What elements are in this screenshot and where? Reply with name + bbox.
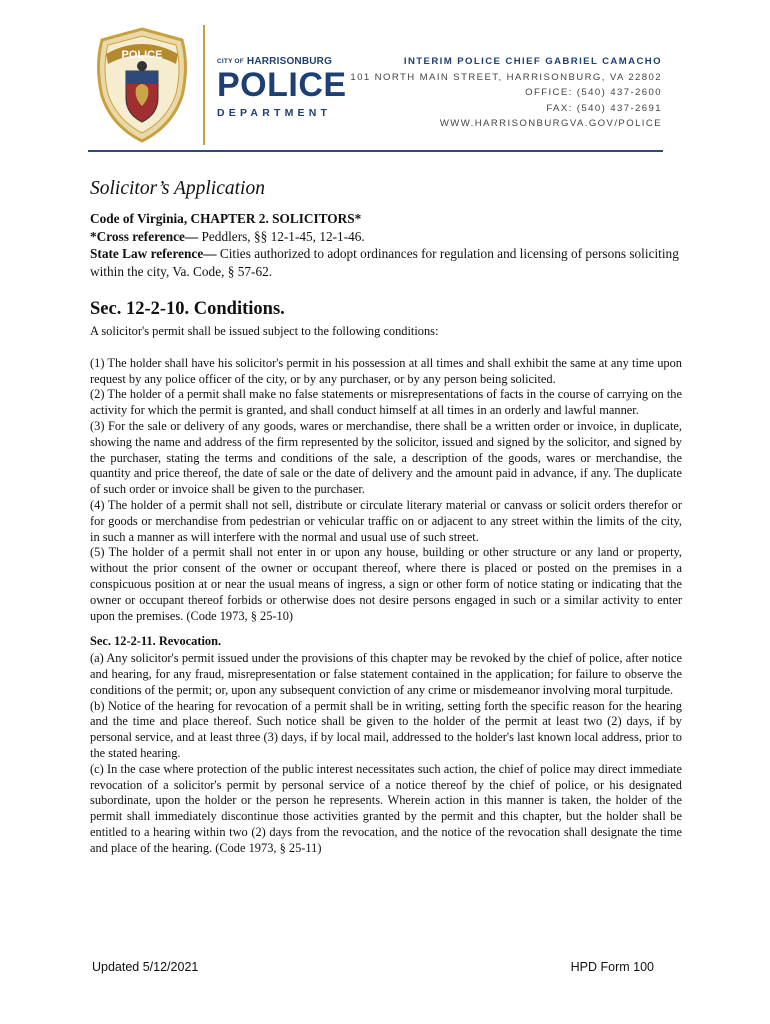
header-divider-vertical [203,25,205,145]
revocation-item: (a) Any solicitor's permit issued under the provisions of this chapter may be revoked by the chief of police, after notice and hearing, for any fraud, misrepresentation or false statement contained in the application; for failure to observe the conditions of the permit; or, upon any subsequent conviction of any crime or misdemeanor involving moral turpitude. [90,651,682,697]
document-body [90,178,682,857]
department-label: DEPARTMENT [217,107,332,119]
section-heading-conditions: Sec. 12-2-10. Conditions. [90,299,285,319]
city-name: CITY OF HARRISONBURG [217,56,333,67]
header-rule [88,150,663,152]
condition-item: (2) The holder of a permit shall make no false statements or misrepresentations of facts in the course of carrying on the activity for which the permit is granted, and shall conduct himself at all times in an orderly and lawful manner. [90,387,682,418]
address: 101 NORTH MAIN STREET, HARRISONBURG, VA 22802 [350,71,662,83]
conditions-lead: A solicitor's permit shall be issued subject to the following conditions: [90,324,439,338]
footer-updated-date: Updated 5/12/2021 [92,960,199,974]
footer-form-number: HPD Form 100 [570,960,654,974]
condition-item: (4) The holder of a permit shall not sell, distribute or circulate literary material or canvass or solicit orders therefor or for goods or merchandise from pedestrian or vehicular traffic on or adjacent to any street within the limits of the city, in such a manner as will interfere with the normal and usual use of such street. [90,497,682,544]
revocation-item: (c) In the case where protection of the public interest necessitates such action, the chief of police may direct immediate revocation of a solicitor's permit by personal service of a notice thereof by the chief of police, or his designated subordinate, upon the holder or the person he represents. Wherein action in this manner is taken, the holder of the permit shall immediately discontinue those activities granted by the permit and this chapter, but the holder shall be entitled to a hearing within two (2) days from the revocation, and the notice of the revocation shall designate the time and place of the hearing. (Code 1973, § 25-11) [90,761,682,855]
condition-item: (5) The holder of a permit shall not enter in or upon any house, building or other structure or any land or property, without the prior consent of the owner or occupant thereof, where there is placed or posted on the premises in a conspicuous position at or near the usual means of ingress, a sign or other form of notice stating or indicating that the owner or occupant thereof forbids or otherwise does not desire persons engaged in such or a similar activity to enter upon the premises. (Code 1973, § 25-10) [90,545,682,623]
fax-number: FAX: (540) 437-2691 [546,102,662,114]
chief-name: INTERIM POLICE CHIEF GABRIEL CAMACHO [403,56,662,67]
police-wordmark: POLICE [217,66,347,104]
police-badge-logo [92,26,192,144]
website: WWW.HARRISONBURGVA.GOV/POLICE [439,118,662,129]
state-law-reference: State Law reference— Cities authorized to adopt ordinances for regulation and licensing of persons soliciting within the city, Va. Code, § 57-62. [90,246,679,279]
badge-text: POLICE [121,49,163,61]
section-heading-revocation: Sec. 12-2-11. Revocation. [90,634,222,649]
department-wordmark [217,56,347,119]
code-reference: Code of Virginia, CHAPTER 2. SOLICITORS* [90,211,362,226]
office-phone: OFFICE: (540) 437-2600 [525,87,662,98]
condition-item: (3) For the sale or delivery of any goods, wares or merchandise, there shall be a written order or invoice, in duplicate, showing the name and address of the firm represented by the solicitor, issued and signed by the solicitor, and signed by the purchaser, stating the terms and conditions of the sale, a description of the goods, wares or merchandise, the quantity and price thereof, the date of sale or the date of delivery and the amount paid in advance, if any. The duplicate of such order or invoice shall be given to the purchaser. [90,418,682,497]
contact-block [350,54,662,132]
cross-reference: *Cross reference— Peddlers, §§ 12-1-45, 12-1-46. [90,228,365,244]
revocation-item: (b) Notice of the hearing for revocation of a permit shall be in writing, setting forth the specific reason for the hearing and the time and place thereof. Such notice shall be given to the holder of the permit at least two (2) days, if by personal service, and at least three (3) days, if by local mail, addressed to the holder's last known local address, prior to the stated hearing. [90,698,682,760]
condition-item: (1) The holder shall have his solicitor's permit in his possession at all times and shall exhibit the same at any time upon request by any police officer of the city, or by any purchaser, or by any person being solicited. [90,355,682,386]
document-title: Solicitor’s Application [90,178,265,199]
